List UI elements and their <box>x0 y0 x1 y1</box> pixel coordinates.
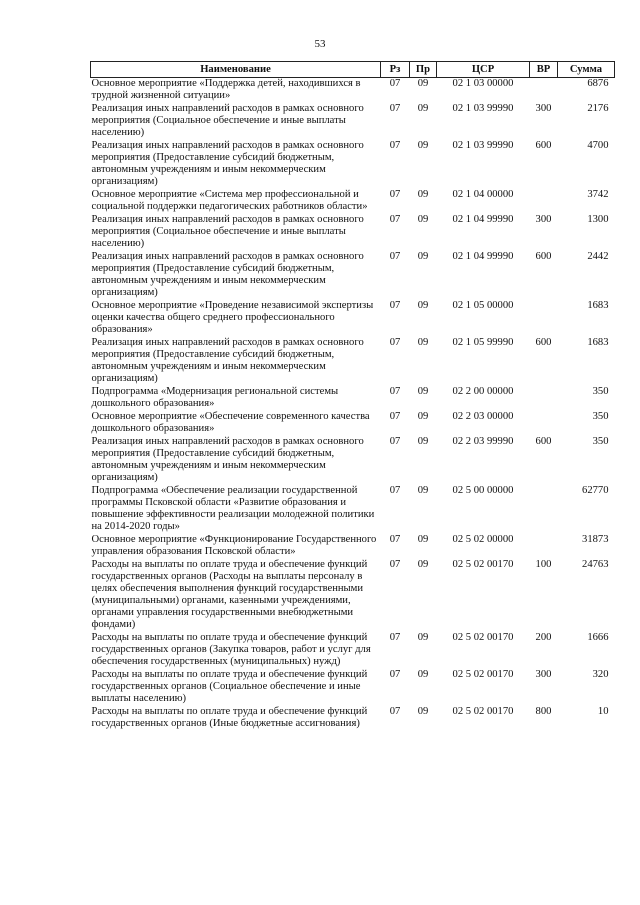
cell-name: Расходы на выплаты по оплате труда и обеспечение функций государственных органов (Расходы на выплаты персоналу в целях обеспечения выполнения функций государственными (муниципальными) органами, казенными учреждениями, органами управления государственными внебюджетными фондами) <box>91 559 368 630</box>
cell-vr: 600 <box>535 436 552 447</box>
table-row <box>91 411 615 436</box>
table-row <box>91 103 615 140</box>
budget-table <box>90 61 615 731</box>
cell-name: Расходы на выплаты по оплате труда и обеспечение функций государственных органов (Иные бюджетные ассигнования) <box>91 706 368 729</box>
cell-sum: 3742 <box>587 189 609 200</box>
cell-vr: 300 <box>535 669 552 680</box>
cell-name: Основное мероприятие «Функционирование Государственного управления образования Псковской области» <box>91 534 377 557</box>
cell-name: Реализация иных направлений расходов в рамках основного мероприятия (Социальное обеспечение и иные выплаты населению) <box>91 214 364 249</box>
cell-pr: 09 <box>417 436 429 447</box>
cell-sum: 31873 <box>582 534 609 545</box>
cell-name: Реализация иных направлений расходов в рамках основного мероприятия (Социальное обеспечение и иные выплаты населению) <box>91 103 364 138</box>
cell-sum: 2176 <box>587 103 609 114</box>
cell-sum: 1300 <box>587 214 609 225</box>
cell-name: Основное мероприятие «Проведение независимой экспертизы оценки качества общего среднего профессионального образования» <box>91 300 374 335</box>
cell-csr: 02 1 05 00000 <box>452 300 514 311</box>
cell-vr <box>530 411 558 436</box>
cell-sum: 350 <box>592 436 609 447</box>
cell-csr: 02 5 02 00170 <box>452 706 514 717</box>
cell-pr: 09 <box>417 534 429 545</box>
cell-rz: 07 <box>389 436 401 447</box>
cell-csr: 02 1 03 99990 <box>452 140 514 151</box>
cell-sum: 24763 <box>582 559 609 570</box>
table-row <box>91 436 615 485</box>
table-row <box>91 214 615 251</box>
cell-vr: 600 <box>535 251 552 262</box>
cell-pr: 09 <box>417 103 429 114</box>
table-row <box>91 337 615 386</box>
table-row <box>91 706 615 731</box>
cell-csr: 02 1 03 00000 <box>452 78 514 89</box>
cell-vr: 100 <box>535 559 552 570</box>
cell-rz: 07 <box>389 140 401 151</box>
cell-pr: 09 <box>417 337 429 348</box>
cell-name: Основное мероприятие «Система мер профессиональной и социальной поддержки педагогических работников области» <box>91 189 368 212</box>
cell-csr: 02 1 04 00000 <box>452 189 514 200</box>
cell-rz: 07 <box>389 189 401 200</box>
cell-rz: 07 <box>389 411 401 422</box>
table-body <box>91 78 615 732</box>
cell-rz: 07 <box>389 251 401 262</box>
table-row <box>91 485 615 534</box>
cell-rz: 07 <box>389 300 401 311</box>
header-pr: Пр <box>410 62 437 78</box>
cell-vr: 600 <box>535 140 552 151</box>
cell-pr: 09 <box>417 140 429 151</box>
header-csr: ЦСР <box>437 62 530 78</box>
cell-csr: 02 5 02 00170 <box>452 669 514 680</box>
table-row <box>91 386 615 411</box>
table-header <box>91 62 615 78</box>
cell-csr: 02 5 02 00170 <box>452 559 514 570</box>
cell-name: Реализация иных направлений расходов в рамках основного мероприятия (Предоставление субсидий бюджетным, автономным учреждениям и иным некоммерческим организациям) <box>91 251 364 298</box>
table-row <box>91 669 615 706</box>
cell-vr <box>530 386 558 411</box>
cell-csr: 02 1 04 99990 <box>452 251 514 262</box>
cell-csr: 02 2 00 00000 <box>452 386 514 397</box>
cell-rz: 07 <box>389 386 401 397</box>
cell-vr: 200 <box>535 632 552 643</box>
cell-name: Основное мероприятие «Поддержка детей, находившихся в трудной жизненной ситуации» <box>91 78 361 101</box>
cell-pr: 09 <box>417 411 429 422</box>
cell-vr: 600 <box>535 337 552 348</box>
cell-sum: 1683 <box>587 337 609 348</box>
cell-pr: 09 <box>417 251 429 262</box>
cell-pr: 09 <box>417 214 429 225</box>
cell-rz: 07 <box>389 485 401 496</box>
table-row <box>91 300 615 337</box>
cell-csr: 02 5 02 00000 <box>452 534 514 545</box>
cell-vr <box>530 485 558 534</box>
cell-sum: 62770 <box>582 485 609 496</box>
table-row <box>91 140 615 189</box>
table-row <box>91 534 615 559</box>
cell-name: Подпрограмма «Модернизация региональной системы дошкольного образования» <box>91 386 339 409</box>
page-number: 53 <box>314 38 326 50</box>
cell-vr <box>530 300 558 337</box>
cell-sum: 10 <box>597 706 609 717</box>
cell-rz: 07 <box>389 337 401 348</box>
cell-pr: 09 <box>417 559 429 570</box>
cell-pr: 09 <box>417 78 429 89</box>
cell-vr <box>530 78 558 104</box>
cell-name: Реализация иных направлений расходов в рамках основного мероприятия (Предоставление субсидий бюджетным, автономным учреждениям и иным некоммерческим организациям) <box>91 337 364 384</box>
cell-pr: 09 <box>417 632 429 643</box>
cell-pr: 09 <box>417 386 429 397</box>
cell-name: Реализация иных направлений расходов в рамках основного мероприятия (Предоставление субсидий бюджетным, автономным учреждениям и иным некоммерческим организациям) <box>91 436 364 483</box>
cell-rz: 07 <box>389 559 401 570</box>
cell-sum: 1683 <box>587 300 609 311</box>
table-row <box>91 189 615 214</box>
cell-sum: 320 <box>592 669 609 680</box>
cell-csr: 02 1 05 99990 <box>452 337 514 348</box>
header-row <box>91 62 615 78</box>
cell-rz: 07 <box>389 706 401 717</box>
cell-sum: 6876 <box>587 78 609 89</box>
cell-name: Реализация иных направлений расходов в рамках основного мероприятия (Предоставление субсидий бюджетным, автономным учреждениям и иным некоммерческим организациям) <box>91 140 364 187</box>
header-sum: Сумма <box>558 62 615 78</box>
cell-sum: 350 <box>592 411 609 422</box>
cell-sum: 1666 <box>587 632 609 643</box>
cell-csr: 02 5 02 00170 <box>452 632 514 643</box>
cell-pr: 09 <box>417 485 429 496</box>
cell-rz: 07 <box>389 214 401 225</box>
cell-pr: 09 <box>417 706 429 717</box>
cell-csr: 02 2 03 99990 <box>452 436 514 447</box>
header-rz: Рз <box>381 62 410 78</box>
cell-name: Основное мероприятие «Обеспечение современного качества дошкольного образования» <box>91 411 370 434</box>
cell-rz: 07 <box>389 534 401 545</box>
cell-vr <box>530 534 558 559</box>
header-name: Наименование <box>91 62 381 78</box>
cell-sum: 2442 <box>587 251 609 262</box>
table-row <box>91 78 615 104</box>
cell-csr: 02 2 03 00000 <box>452 411 514 422</box>
cell-csr: 02 1 04 99990 <box>452 214 514 225</box>
cell-pr: 09 <box>417 669 429 680</box>
cell-vr: 800 <box>535 706 552 717</box>
budget-sheet <box>90 61 614 731</box>
cell-csr: 02 5 00 00000 <box>452 485 514 496</box>
cell-vr: 300 <box>535 103 552 114</box>
cell-rz: 07 <box>389 78 401 89</box>
cell-name: Расходы на выплаты по оплате труда и обеспечение функций государственных органов (Социальное обеспечение и иные выплаты населению) <box>91 669 368 704</box>
cell-vr <box>530 189 558 214</box>
cell-name: Подпрограмма «Обеспечение реализации государственной программы Псковской области «Развитие образования и повышение эффективности реализации молодежной политики на 2014-2020 годы» <box>91 485 375 532</box>
header-vr: ВР <box>530 62 558 78</box>
table-row <box>91 559 615 632</box>
cell-pr: 09 <box>417 189 429 200</box>
table-row <box>91 632 615 669</box>
cell-sum: 4700 <box>587 140 609 151</box>
cell-name: Расходы на выплаты по оплате труда и обеспечение функций государственных органов (Закупка товаров, работ и услуг для обеспечения государственных (муниципальных) нужд) <box>91 632 371 667</box>
cell-rz: 07 <box>389 669 401 680</box>
cell-rz: 07 <box>389 103 401 114</box>
cell-rz: 07 <box>389 632 401 643</box>
table-row <box>91 251 615 300</box>
cell-sum: 350 <box>592 386 609 397</box>
cell-csr: 02 1 03 99990 <box>452 103 514 114</box>
cell-vr: 300 <box>535 214 552 225</box>
cell-pr: 09 <box>417 300 429 311</box>
